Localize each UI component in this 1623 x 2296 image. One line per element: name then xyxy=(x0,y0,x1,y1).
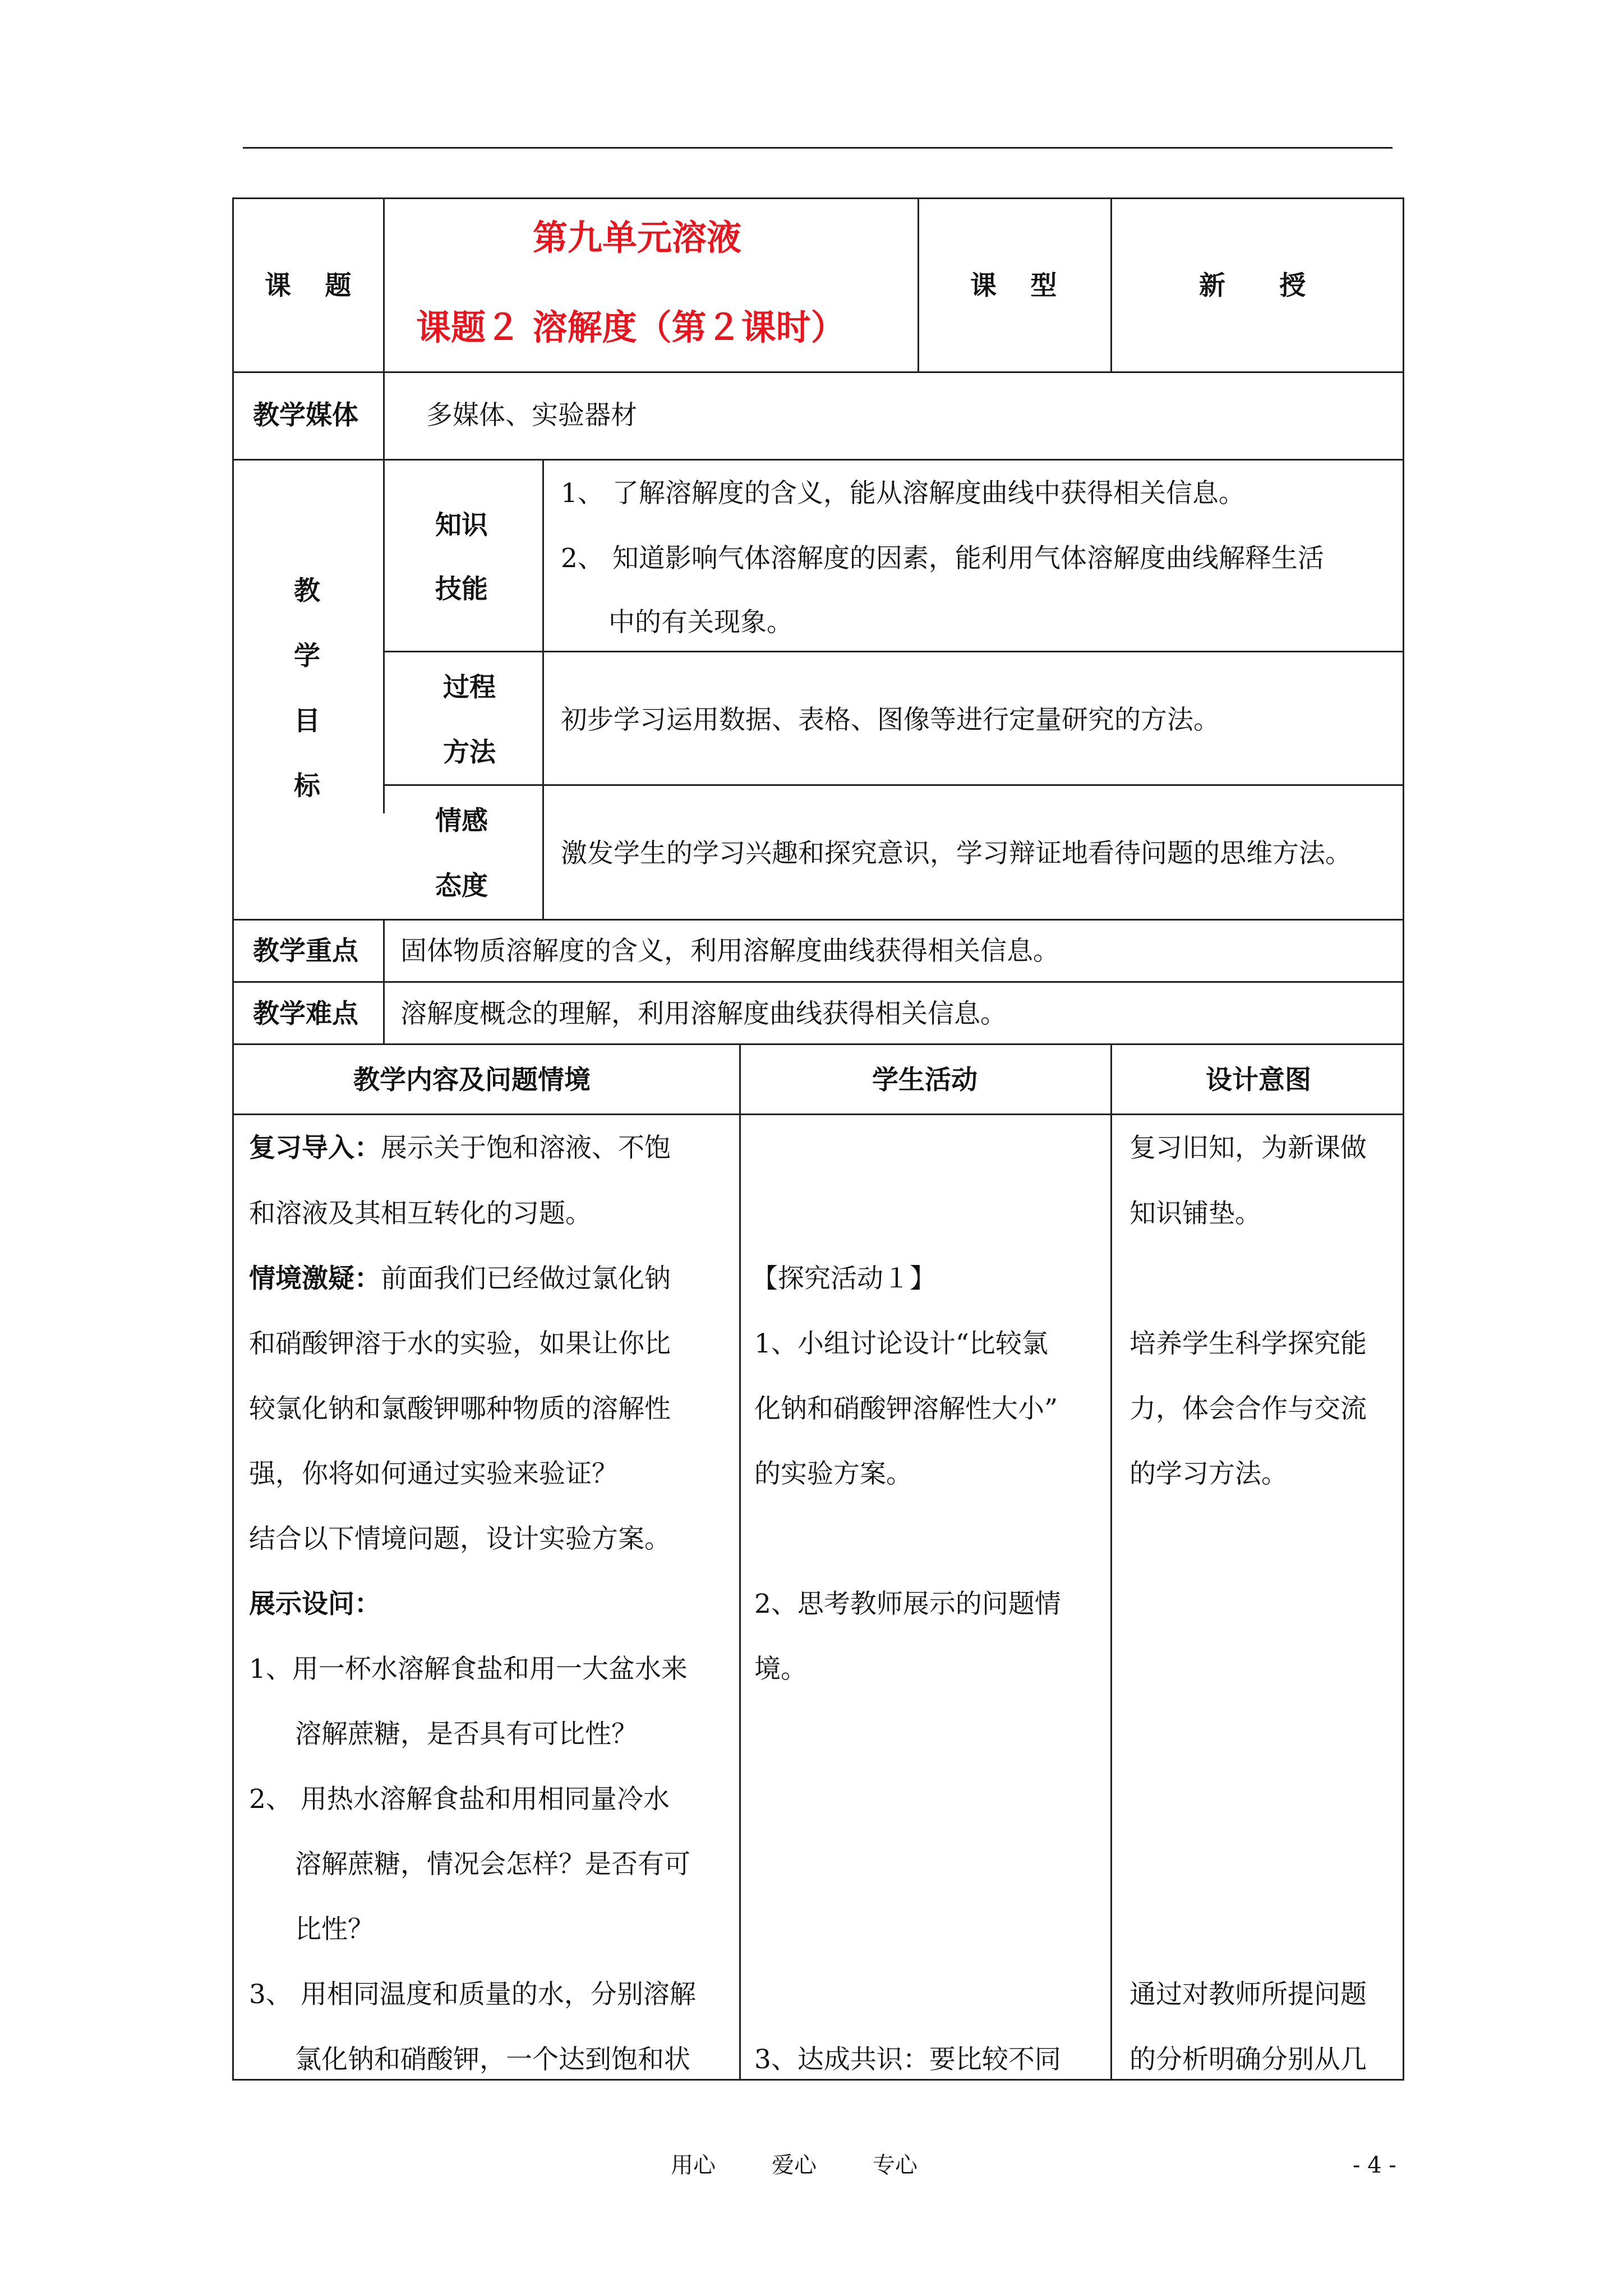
divider xyxy=(917,197,919,371)
objectives-label-4: 标 xyxy=(294,771,320,802)
scene-text-4: 强，你将如何通过实验来验证？ xyxy=(249,1458,618,1489)
combine-text: 结合以下情境问题，设计实验方案。 xyxy=(249,1524,671,1554)
scene-title: 情境激疑： xyxy=(249,1263,381,1294)
activity-1c: 的实验方案。 xyxy=(754,1458,912,1489)
column-header-activity: 学生活动 xyxy=(872,1065,978,1096)
ask-title: 展示设问： xyxy=(249,1589,381,1619)
activity-2a: 2、思考教师展示的问题情 xyxy=(754,1589,1061,1619)
emotion-text: 激发学生的学习兴趣和探究意识，学习辩证地看待问题的思维方法。 xyxy=(561,838,1352,869)
intent-3b: 的分析明确分别从几 xyxy=(1129,2044,1367,2075)
knowledge-item-2: 2、 知道影响气体溶解度的因素，能利用气体溶解度曲线解释生活 xyxy=(561,543,1324,574)
scene-text-2: 和硝酸钾溶于水的实验，如果让你比 xyxy=(249,1328,671,1359)
divider xyxy=(739,1043,741,2081)
divider xyxy=(232,1043,1404,1045)
media-value: 多媒体、实验器材 xyxy=(426,400,637,431)
column-header-intent: 设计意图 xyxy=(1206,1065,1311,1096)
key-point-value: 固体物质溶解度的含义，利用溶解度曲线获得相关信息。 xyxy=(400,936,1059,967)
type-label: 课 型 xyxy=(970,270,1069,301)
question-2b: 溶解蔗糖，情况会怎样？是否有可 xyxy=(295,1849,690,1880)
column-header-content: 教学内容及问题情境 xyxy=(353,1065,591,1096)
footer-motto-1: 用心 xyxy=(671,2152,716,2178)
process-label-1: 过程 xyxy=(443,672,496,703)
media-label: 教学媒体 xyxy=(253,400,358,431)
knowledge-label-1: 知识 xyxy=(435,510,488,541)
question-3b: 氯化钠和硝酸钾，一个达到饱和状 xyxy=(295,2044,690,2075)
page-number: - 4 - xyxy=(1353,2152,1396,2178)
divider xyxy=(383,651,1404,652)
emotion-label-1: 情感 xyxy=(435,806,488,836)
question-2c: 比性？ xyxy=(295,1914,374,1945)
intent-1b: 知识铺垫。 xyxy=(1129,1198,1261,1229)
divider xyxy=(383,197,385,813)
scene-text-3: 较氯化钠和氯酸钾哪种物质的溶解性 xyxy=(249,1393,671,1424)
divider xyxy=(232,919,1404,921)
process-text: 初步学习运用数据、表格、图像等进行定量研究的方法。 xyxy=(561,705,1220,735)
divider xyxy=(1110,197,1112,371)
emotion-label-2: 态度 xyxy=(435,871,488,901)
lesson-title: 课题２ 溶解度（第２课时） xyxy=(416,307,846,348)
question-1b: 溶解蔗糖，是否具有可比性？ xyxy=(295,1719,638,1750)
difficult-point-label: 教学难点 xyxy=(253,999,358,1029)
intent-2a: 培养学生科学探究能 xyxy=(1129,1328,1367,1359)
divider xyxy=(383,784,1404,786)
difficult-point-value: 溶解度概念的理解，利用溶解度曲线获得相关信息。 xyxy=(400,999,1007,1029)
divider xyxy=(232,981,1404,983)
question-2a: 2、 用热水溶解食盐和用相同量冷水 xyxy=(249,1784,670,1815)
knowledge-item-1: 1、 了解溶解度的含义，能从溶解度曲线中获得相关信息。 xyxy=(561,478,1245,509)
footer-motto-2: 爱心 xyxy=(772,2152,817,2178)
activity-1b: 化钠和硝酸钾溶解性大小” xyxy=(754,1393,1058,1424)
intent-2c: 的学习方法。 xyxy=(1129,1458,1288,1489)
objectives-label-2: 学 xyxy=(294,641,320,671)
review-text-2: 和溶液及其相互转化的习题。 xyxy=(249,1198,592,1229)
divider xyxy=(232,459,1404,461)
footer-motto-3: 专心 xyxy=(873,2152,917,2178)
question-3a: 3、 用相同温度和质量的水，分别溶解 xyxy=(249,1979,696,2010)
activity-1a: 1、小组讨论设计“比较氯 xyxy=(754,1328,1048,1359)
divider xyxy=(232,1114,1404,1115)
key-point-label: 教学重点 xyxy=(253,936,358,967)
intent-1a: 复习旧知，为新课做 xyxy=(1129,1133,1367,1163)
header-rule xyxy=(243,147,1393,149)
unit-title: 第九单元溶液 xyxy=(533,217,742,258)
review-text-1: 展示关于饱和溶液、不饱 xyxy=(381,1133,671,1163)
divider xyxy=(1110,1043,1112,2081)
question-1a: 1、用一杯水溶解食盐和用一大盆水来 xyxy=(249,1654,688,1685)
process-label-2: 方法 xyxy=(443,737,496,768)
activity-2b: 境。 xyxy=(754,1654,807,1685)
knowledge-item-2-cont: 中的有关现象。 xyxy=(608,607,793,638)
intent-2b: 力，体会合作与交流 xyxy=(1129,1393,1367,1424)
objectives-label-3: 目 xyxy=(294,706,320,737)
scene-text-1: 前面我们已经做过氯化钠 xyxy=(381,1263,671,1294)
knowledge-label-2: 技能 xyxy=(435,574,488,605)
activity-3a: 3、达成共识：要比较不同 xyxy=(754,2044,1061,2075)
review-title: 复习导入： xyxy=(249,1133,381,1163)
course-label: 课 题 xyxy=(265,270,364,301)
intent-3a: 通过对教师所提问题 xyxy=(1129,1979,1367,2010)
activity-title: 【探究活动１】 xyxy=(751,1263,936,1294)
type-value: 新 授 xyxy=(1199,270,1329,301)
divider xyxy=(232,371,1404,373)
objectives-label-1: 教 xyxy=(294,576,320,606)
divider xyxy=(542,459,544,919)
